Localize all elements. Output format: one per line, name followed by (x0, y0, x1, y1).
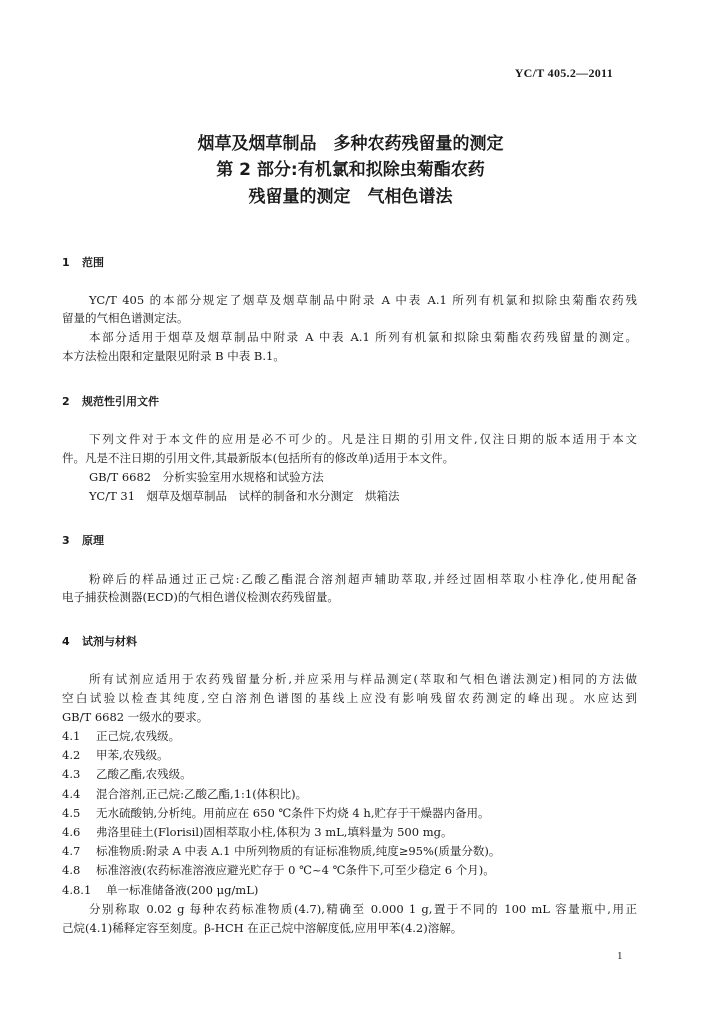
paragraph-line: 电子捕获检测器(ECD)的气相色谱仪检测农药残留量。 (62, 590, 339, 604)
section-3-heading (62, 532, 104, 548)
list-item (62, 786, 307, 802)
paragraph-line: 本方法检出限和定量限见附录 B 中表 B.1。 (62, 349, 285, 363)
paragraph-line: 下列文件对于本文件的应用是必不可少的。凡是注日期的引用文件,仅注日期的版本适用于本文 (89, 432, 637, 446)
paragraph-line: YC/T 405 的本部分规定了烟草及烟草制品中附录 A 中表 A.1 所列有机氯和拟除虫菊酯农药残 (89, 293, 637, 307)
page-number: 1 (617, 950, 623, 962)
paragraph-line: 本部分适用于烟草及烟草制品中附录 A 中表 A.1 所列有机氯和拟除虫菊酯农药残留量的测定。 (89, 330, 637, 344)
item-text: 标准物质:附录 A 中表 A.1 中所列物质的有证标准物质,纯度≥95%(质量分数)。 (96, 844, 501, 858)
item-text: 无水硫酸钠,分析纯。用前应在 650 ℃条件下灼烧 4 h,贮存于干燥器内备用。 (96, 806, 490, 820)
paragraph-line: 件。凡是不注日期的引用文件,其最新版本(包括所有的修改单)适用于本文件。 (62, 451, 455, 465)
paragraph-line: 所有试剂应适用于农药残留量分析,并应采用与样品测定(萃取和气相色谱法测定)相同的方法做 (89, 672, 637, 686)
section-4-heading (62, 633, 137, 649)
item-number: 4.6 (62, 825, 81, 839)
section-number: 2 (62, 395, 70, 408)
item-number: 4.4 (62, 787, 81, 801)
section-2-heading (62, 393, 159, 409)
paragraph-line: GB/T 6682 一级水的要求。 (62, 710, 209, 724)
paragraph-line: 粉碎后的样品通过正己烷:乙酸乙酯混合溶剂超声辅助萃取,并经过固相萃取小柱净化,使用配备 (89, 572, 637, 586)
item-number: 4.8.1 (62, 883, 92, 897)
list-item (62, 843, 500, 859)
item-number: 4.8 (62, 863, 81, 877)
item-number: 4.1 (62, 729, 81, 743)
item-number: 4.7 (62, 844, 81, 858)
paragraph-line: 留量的气相色谱测定法。 (62, 311, 189, 325)
normative-reference: YC/T 31 烟草及烟草制品 试样的制备和水分测定 烘箱法 (89, 489, 400, 503)
item-text: 标准溶液(农药标准溶液应避光贮存于 0 ℃~4 ℃条件下,可至少稳定 6 个月)。 (96, 863, 495, 877)
list-item (62, 747, 169, 763)
section-number: 3 (62, 534, 70, 547)
document-title-line-1: 烟草及烟草制品 多种农药残留量的测定 (197, 134, 504, 154)
section-1-heading (62, 254, 104, 270)
normative-reference: GB/T 6682 分析实验室用水规格和试验方法 (89, 470, 324, 484)
section-number: 4 (62, 635, 70, 648)
document-title-line-2: 第 2 部分:有机氯和拟除虫菊酯农药 (216, 160, 485, 180)
item-number: 4.2 (62, 748, 81, 762)
paragraph-line: 己烷(4.1)稀释定容至刻度。β-HCH 在正己烷中溶解度低,应用甲苯(4.2)溶解。 (62, 921, 463, 935)
section-title: 原理 (82, 534, 104, 547)
item-text: 乙酸乙酯,农残级。 (96, 767, 192, 781)
paragraph-line: 分别称取 0.02 g 每种农药标准物质(4.7),精确至 0.000 1 g,置于不同的 100 mL 容量瓶中,用正 (89, 902, 637, 916)
paragraph-line: 空白试验以检查其纯度,空白溶剂色谱图的基线上应没有影响残留农药测定的峰出现。水应达到 (62, 691, 637, 705)
item-text: 单一标准储备液(200 μg/mL) (106, 883, 259, 897)
list-item (62, 824, 453, 840)
item-number: 4.3 (62, 767, 81, 781)
section-title: 范围 (82, 256, 104, 269)
item-text: 正己烷,农残级。 (96, 729, 181, 743)
list-item (62, 882, 258, 898)
item-text: 混合溶剂,正己烷:乙酸乙酯,1:1(体积比)。 (96, 787, 308, 801)
list-item (62, 728, 180, 744)
list-item (62, 766, 192, 782)
list-item (62, 805, 489, 821)
item-text: 弗洛里硅土(Florisil)固相萃取小柱,体积为 3 mL,填料量为 500 mg。 (96, 825, 453, 839)
standard-code: YC/T 405.2—2011 (514, 66, 613, 80)
item-number: 4.5 (62, 806, 81, 820)
section-number: 1 (62, 256, 70, 269)
item-text: 甲苯,农残级。 (96, 748, 169, 762)
section-title: 规范性引用文件 (82, 395, 159, 408)
document-title-line-3: 残留量的测定 气相色谱法 (248, 187, 453, 207)
section-title: 试剂与材料 (82, 635, 137, 648)
list-item (62, 862, 495, 878)
